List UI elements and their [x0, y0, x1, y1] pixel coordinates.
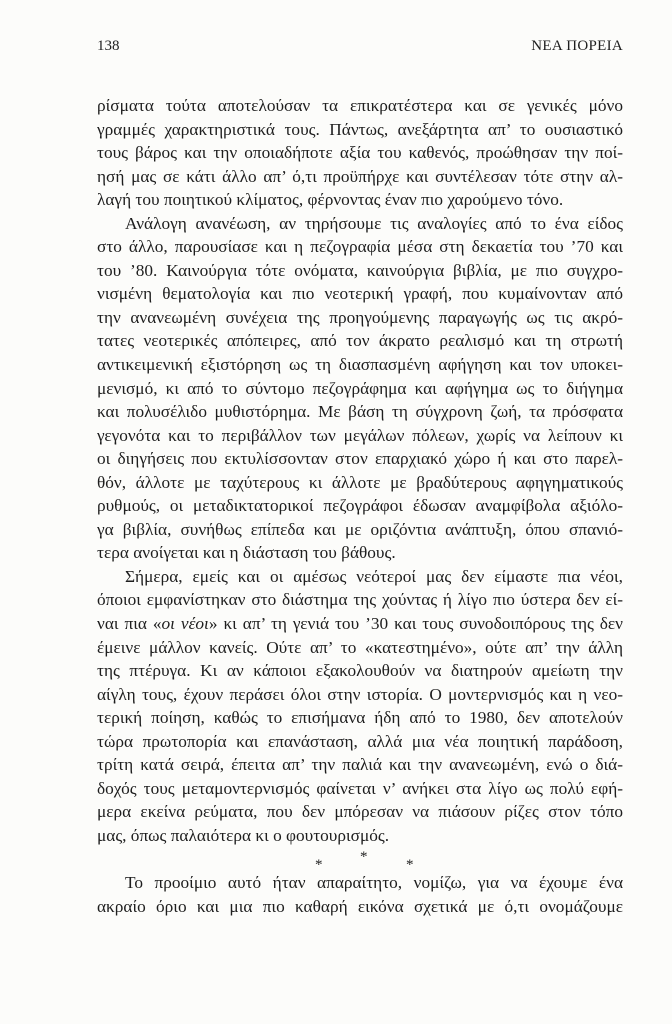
paragraph: [97, 94, 623, 212]
text-line: την ανανεωμένη συνέχεια της προηγούμενης παραγωγής ως τις ακρό-: [97, 307, 623, 327]
text-line: Σήμερα, εμείς και οι αμέσως νεότεροί μας δεν είμαστε πια νέοι,: [125, 566, 623, 586]
text-line: τους βάρος και την οποιαδήποτε αξία του καθενός, προώθησαν την ποί-: [97, 143, 623, 163]
text-line: Το προοίμιο αυτό ήταν απαραίτητο, νομίζω, για να έχουμε ένα: [125, 873, 623, 893]
text-line: Ανάλογη ανανέωση, αν τηρήσουμε τις αναλογίες από το ένα είδος: [125, 213, 623, 233]
text-line: τερα ανοίγεται και η διάσταση του βάθους.: [97, 543, 396, 563]
text-line: της πτέρυγα. Κι αν κάποιοι εξακολουθούν να διατηρούν αμείωτη την: [97, 661, 623, 681]
text-line: μερα εκείνα ρεύματα, που δεν μπόρεσαν να πιάσουν ρίζες στον τόπο: [97, 802, 623, 822]
italic-quote: οι νέοι: [161, 614, 209, 634]
separator-asterisk: *: [315, 856, 323, 873]
text-line: και πολυσέλιδο μυθιστόρημα. Με βάση τη σύγχρονη ζωή, τα πρόσφατα: [97, 402, 623, 422]
text-line: ρυθμούς, οι μεταδικτατορικοί πεζογράφοι έδωσαν αναμφίβολα αξιόλο-: [97, 496, 623, 516]
text-line: τρίτη κατά σειρά, έπειτα απ’ την παλιά και την ανανεωμένη, ενώ ο διά-: [97, 755, 623, 775]
text-line: [97, 612, 623, 636]
separator-asterisk: *: [360, 848, 368, 865]
text-line: θόν, άλλοτε με ταχύτερους κι άλλοτε με βραδύτερους αφηγηματικούς: [97, 472, 623, 492]
text-line: δοχός τους μεταμοντερνισμός φαίνεται ν’ ανήκει στα λίγο ως πολύ εφή-: [97, 778, 623, 798]
text-line: αντικειμενική εξιστόρηση ως τη διασπασμένη αφήγηση και τον υποκει-: [97, 355, 623, 375]
text-run: ναι πια «: [97, 614, 162, 634]
text-line: γα βιβλία, συνήθως επίπεδα και με οριζόντια ανάπτυξη, όπου σπανιό-: [97, 519, 623, 539]
text-line: όποιοι εμφανίστηκαν στο διάστημα της χούντας ή λίγο πιο ύστερα δεν εί-: [97, 590, 623, 610]
text-line: τερική ποίηση, καθώς το επισήμανα ήδη από το 1980, δεν αποτελούν: [97, 708, 623, 728]
text-line: ακραίο όριο και μια πιο καθαρή εικόνα σχετικά με ό,τι ονομάζουμε: [97, 896, 623, 916]
text-line: οι διηγήσεις που εκτυλίσσονταν στον επαρχιακό χώρο ή και στο παρελ-: [97, 449, 623, 469]
paragraph: [97, 871, 623, 918]
separator-asterisk: *: [406, 856, 414, 873]
text-line: ρίσματα τούτα αποτελούσαν τα επικρατέστερα και σε γενικές μόνο: [97, 96, 623, 115]
text-line: έμεινε μάλλον κανείς. Ούτε απ’ το «κατεστημένο», ούτε απ’ την άλλη: [97, 637, 623, 657]
page-number: 138: [97, 38, 120, 54]
page-body: [97, 94, 623, 918]
text-line: αίγλη τους, έχουν περάσει όλοι στην ιστορία. Ο μοντερνισμός και η νεο-: [97, 684, 623, 704]
text-line: στο άλλο, παρουσίασε και η πεζογραφία μέσα στη δεκαετία του ’70 και: [97, 237, 623, 257]
text-line: τώρα πρωτοπορία και επανάσταση, αλλά μια νέα ποιητική παράδοση,: [97, 731, 623, 751]
paragraph: [97, 565, 623, 848]
text-line: ησή μας σε κάτι άλλο απ’ ό,τι προϋπήρχε και συντέλεσαν τότε στην αλ-: [97, 166, 623, 186]
running-title: ΝΕΑ ΠΟΡΕΙΑ: [531, 38, 623, 54]
text-line: του ’80. Καινούργια τότε ονόματα, καινούργια βιβλία, με πιο συγχρο-: [97, 260, 623, 280]
text-line: γεγονότα και το περιβάλλον των μεγάλων πόλεων, χωρίς να λείπουν κι: [97, 425, 623, 445]
section-separator: [97, 848, 623, 872]
text-line: νισμένη θεματολογία και πιο νεοτερική γραφή, που κυμαίνονταν από: [97, 284, 623, 304]
running-header: [97, 38, 623, 62]
text-run: » κι απ’ τη γενιά του ’30 και τους συνοδοιπόρους της δεν: [208, 614, 623, 634]
text-line: μας, όπως παλαιότερα κι ο φουτουρισμός.: [97, 825, 390, 845]
text-line: γραμμές χαρακτηριστικά τους. Πάντως, ανεξάρτητα απ’ το ουσιαστικό: [97, 119, 623, 139]
text-line: τατες νεοτερικές απόπειρες, από τον άκρατο ρεαλισμό και τη στρωτή: [97, 331, 623, 351]
text-line: μενισμό, κι από το σύντομο πεζογράφημα και αφήγημα ως το διήγημα: [97, 378, 623, 398]
paragraph: [97, 212, 623, 565]
text-line: λαγή του ποιητικού κλίματος, φέρνοντας έναν πιο χαρούμενο τόνο.: [97, 190, 564, 210]
